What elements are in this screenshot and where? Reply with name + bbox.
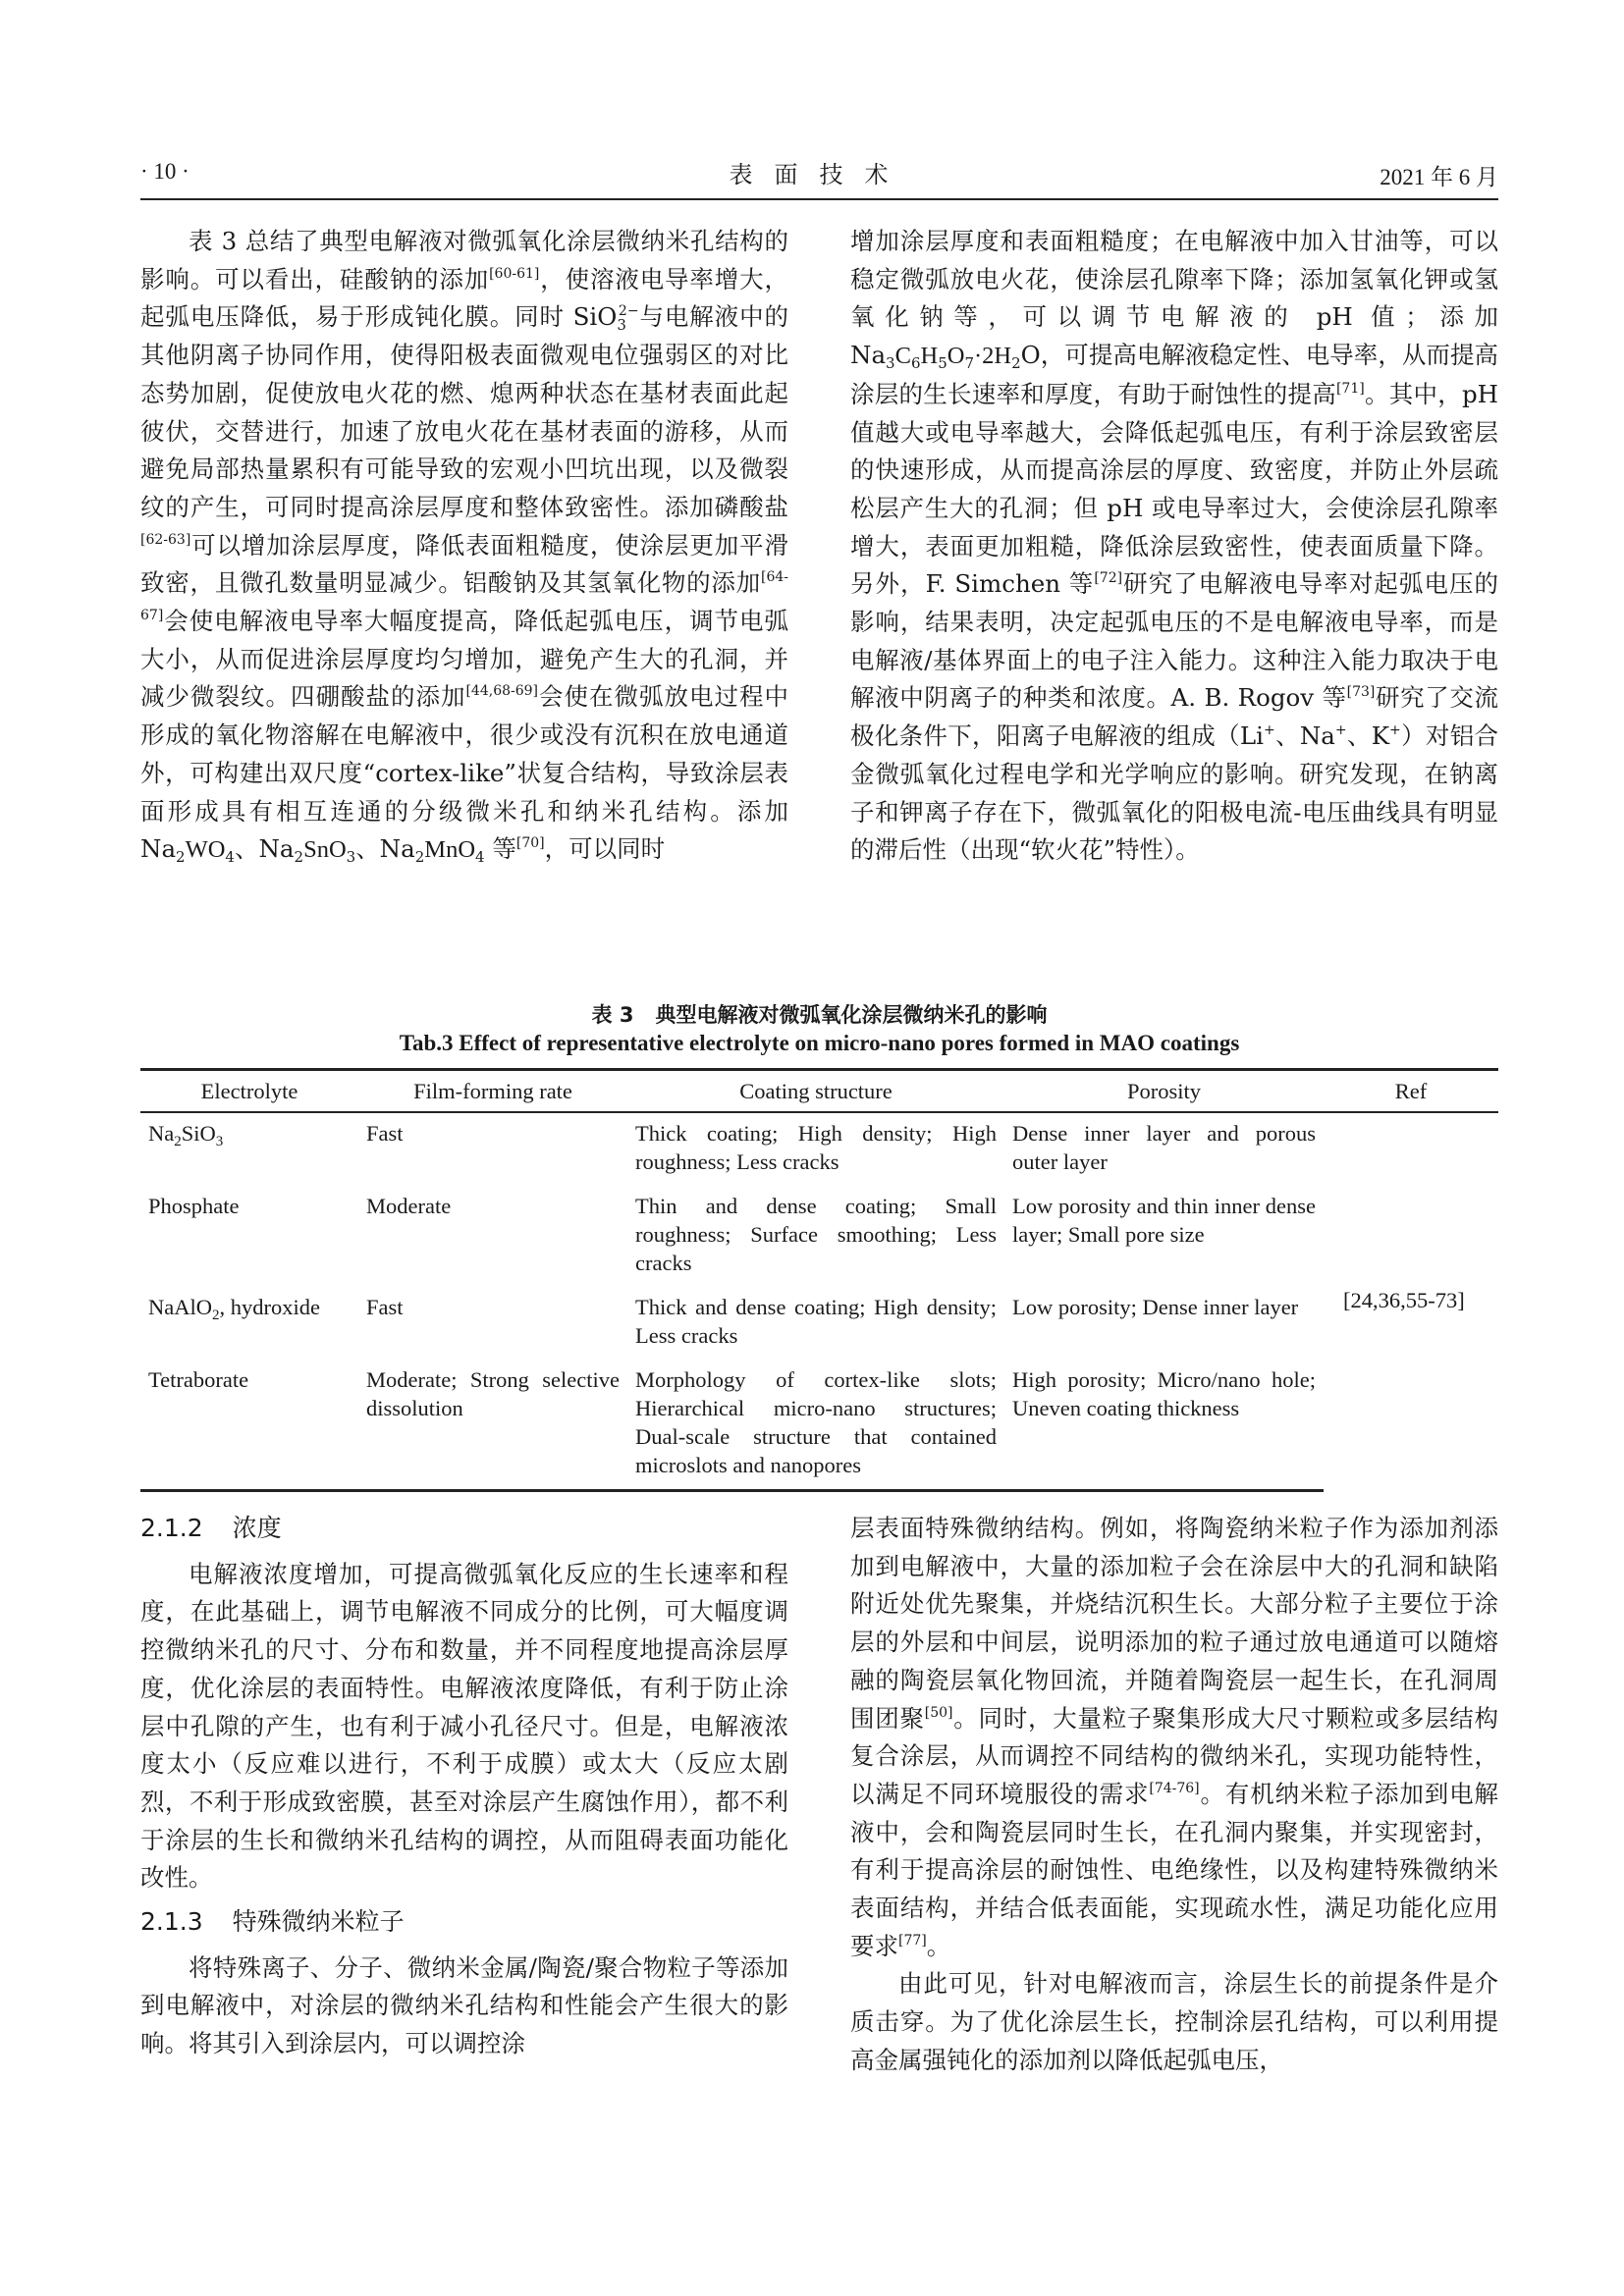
paragraph: 将特殊离子、分子、微纳米金属/陶瓷/聚合物粒子等添加到电解液中，对涂层的微纳米孔结构和性能会产生很大的影响。将其引入到涂层内，可以调控涂: [140, 1952, 788, 2058]
cell-rate: Fast: [366, 1295, 404, 1319]
running-header: [140, 155, 1498, 194]
citation: [70]: [515, 835, 545, 852]
cell-porosity: Low porosity; Dense inner layer: [1012, 1295, 1299, 1319]
citation: [50]: [924, 1704, 953, 1721]
citation: [60-61]: [489, 265, 540, 282]
citation: [44,68-69]: [465, 683, 539, 700]
column-header: Ref: [1324, 1070, 1498, 1113]
column-top-left: [140, 223, 788, 870]
cell-ref: [24,36,55-73]: [1343, 1287, 1465, 1312]
paragraph: 层表面特殊微纳结构。例如，将陶瓷纳米粒子作为添加剂添加到电解液中，大量的添加粒子会在涂层中大的孔洞和缺陷附近处优先聚集，并烧结沉积生长。大部分粒子主要位于涂层的外层和中间层，说明添加的粒子通过放电通道可以随熔融的陶瓷层氧化物回流，并随着陶瓷层一起生长，在孔洞周围团聚[50]。同时，大量粒子聚集形成大尺寸颗粒或多层结构复合涂层，从而调控不同结构的微纳米孔，实现功能特性，以满足不同环境服役的需求[74-76]。有机纳米粒子添加到电解液中，会和陶瓷层同时生长，在孔洞内聚集，并实现密封，有利于提高涂层的耐蚀性、电绝缘性，以及构建特殊微纳米表面结构，并结合低表面能，实现疏水性，满足功能化应用要求[77]。: [850, 1514, 1499, 1960]
cell-electrolyte: Phosphate: [148, 1194, 240, 1218]
column-header: Coating structure: [627, 1070, 1004, 1113]
cell-rate: Moderate: [366, 1194, 452, 1218]
cell-electrolyte: Tetraborate: [140, 1360, 358, 1491]
cell-porosity: High porosity; Micro/nano hole; Uneven coating thickness: [1004, 1360, 1324, 1491]
issue-date: 2021 年 6 月: [1380, 165, 1498, 189]
table-header-row: [140, 1070, 1498, 1113]
section-heading: 2.1.2 浓度: [140, 1514, 282, 1542]
citation: [62-63]: [140, 531, 191, 548]
column-header: Electrolyte: [140, 1070, 358, 1113]
citation: [74-76]: [1149, 1780, 1200, 1796]
column-header: Porosity: [1004, 1070, 1324, 1113]
section-heading: 2.1.3 特殊微纳米粒子: [140, 1907, 405, 1937]
cell-porosity: Dense inner layer and porous outer layer: [1012, 1121, 1316, 1174]
column-header: Film-forming rate: [358, 1070, 627, 1113]
table-row: [140, 1112, 1498, 1186]
cell-structure: Thick and dense coating; High density; Less cracks: [635, 1295, 997, 1348]
cell-structure: Thin and dense coating; Small roughness; Surface smoothing; Less cracks: [635, 1194, 997, 1275]
citation: [72]: [1094, 570, 1123, 587]
citation: [64-67]: [140, 569, 788, 624]
cell-porosity: Low porosity and thin inner dense layer; Small pore size: [1012, 1194, 1316, 1247]
column-bottom-right: [850, 1510, 1498, 2080]
table-caption-chinese: 表 3 典型电解液对微弧氧化涂层微纳米孔的影响: [591, 1003, 1048, 1027]
citation: [73]: [1346, 684, 1376, 701]
paragraph: 电解液浓度增加，可提高微弧氧化反应的生长速率和程度，在此基础上，调节电解液不同成分的比例，可大幅度调控微纳米孔的尺寸、分布和数量，并不同程度地提高涂层厚度，优化涂层的表面特性。电解液浓度降低，有利于防止涂层中孔隙的产生，也有利于减小孔径尺寸。但是，电解液浓度太小（反应难以进行，不利于成膜）或太大（反应太剧烈，不利于形成致密膜，甚至对涂层产生腐蚀作用），都不利于涂层的生长和微纳米孔结构的调控，从而阻碍表面功能化改性。: [140, 1559, 788, 1893]
paragraph: 表 3 总结了典型电解液对微弧氧化涂层微纳米孔结构的影响。可以看出，硅酸钠的添加[60-61]，使溶液电导率增大，起弧电压降低，易于形成钝化膜。同时 SiO$_3^{2-}$与电解液中的其他阴离子协同作用，使得阳极表面微观电位强弱区的对比态势加剧，促使放电火花的燃、熄两种状态在基材表面此起彼伏，交替进行，加速了放电火花在基材表面的游移，从而避免局部热量累积有可能导致的宏观小凹坑出现，以及微裂纹的产生，可同时提高涂层厚度和整体致密性。添加磷酸盐[62-63]可以增加涂层厚度，降低表面粗糙度，使涂层更加平滑致密，且微孔数量明显减少。铝酸钠及其氢氧化物的添加[64-67]会使电解液电导率大幅度提高，降低起弧电压，调节电弧大小，从而促进涂层厚度均匀增加，避免产生大的孔洞，并减少微裂纹。四硼酸盐的添加[44,68-69]会使在微弧放电过程中形成的氧化物溶解在电解液中，很少或没有沉积在放电通道外，可构建出双尺度“cortex-like”状复合结构，导致涂层表面形成具有相互连通的分级微米孔和纳米孔结构。添加 $Na_2WO_4$、$Na_2SnO_3$、$Na_2MnO_4$ 等[70]，可以同时: [140, 227, 789, 867]
page-number: · 10 ·: [140, 159, 189, 184]
cell-rate: Fast: [366, 1121, 404, 1146]
paragraph: 增加涂层厚度和表面粗糙度；在电解液中加入甘油等，可以稳定微弧放电火花，使涂层孔隙率下降；添加氢氧化钾或氢氧化钠等，可以调节电解液的 pH 值；添加 $Na_3C_6H_5O_7\cdot 2H_2O$，可提高电解液稳定性、电导率，从而提高涂层的生长速率和厚度，有助于耐蚀性的提高[71]。其中，pH 值越大或电导率越大，会降低起弧电压，有利于涂层致密层的快速形成，从而提高涂层的厚度、致密度，并防止外层疏松层产生大的孔洞；但 pH 或电导率过大，会使涂层孔隙率增大，表面更加粗糙，降低涂层致密性，使表面质量下降。另外，F. Simchen 等[72]研究了电解液电导率对起弧电压的影响，结果表明，决定起弧电压的不是电解液电导率，而是电解液/基体界面上的电子注入能力。这种注入能力取决于电解液中阴离子的种类和浓度。A. B. Rogov 等[73]研究了交流极化条件下，阳离子电解液的组成（Li+、Na+、K+）对铝合金微弧氧化过程电学和光学响应的影响。研究发现，在钠离子和钾离子存在下，微弧氧化的阳极电流-电压曲线具有明显的滞后性（出现“软火花”特性）。: [850, 227, 1499, 865]
column-bottom-left: [140, 1510, 788, 2063]
cell-structure: Thick coating; High density; High roughness; Less cracks: [635, 1121, 997, 1174]
cell-electrolyte: NaAlO$_2$, hydroxide: [148, 1295, 320, 1323]
table-caption-english: Tab.3 Effect of representative electrolyte on micro-nano pores formed in MAO coatings: [399, 1031, 1240, 1055]
table-row: [140, 1360, 1498, 1491]
cell-electrolyte: $Na_2SiO_3$: [148, 1121, 224, 1149]
citation: [77]: [898, 1932, 927, 1949]
paragraph: 由此可见，针对电解液而言，涂层生长的前提条件是介质击穿。为了优化涂层生长，控制涂层孔结构，可以利用提高金属强钝化的添加剂以降低起弧电压，: [850, 1969, 1498, 2074]
journal-title: 表面技术: [729, 161, 910, 188]
column-top-right: [850, 223, 1498, 870]
table-row: [140, 1186, 1498, 1287]
header-rule: [140, 198, 1498, 200]
electrolyte-table: [140, 1068, 1498, 1492]
citation: [71]: [1335, 380, 1365, 397]
cell-structure: Morphology of cortex-like slots; Hierarchical micro-nano structures; Dual-scale structure that contained microslots and nanopores: [627, 1360, 1004, 1491]
cell-rate: Moderate; Strong selective dissolution: [358, 1360, 627, 1491]
table-row: [140, 1287, 1498, 1360]
